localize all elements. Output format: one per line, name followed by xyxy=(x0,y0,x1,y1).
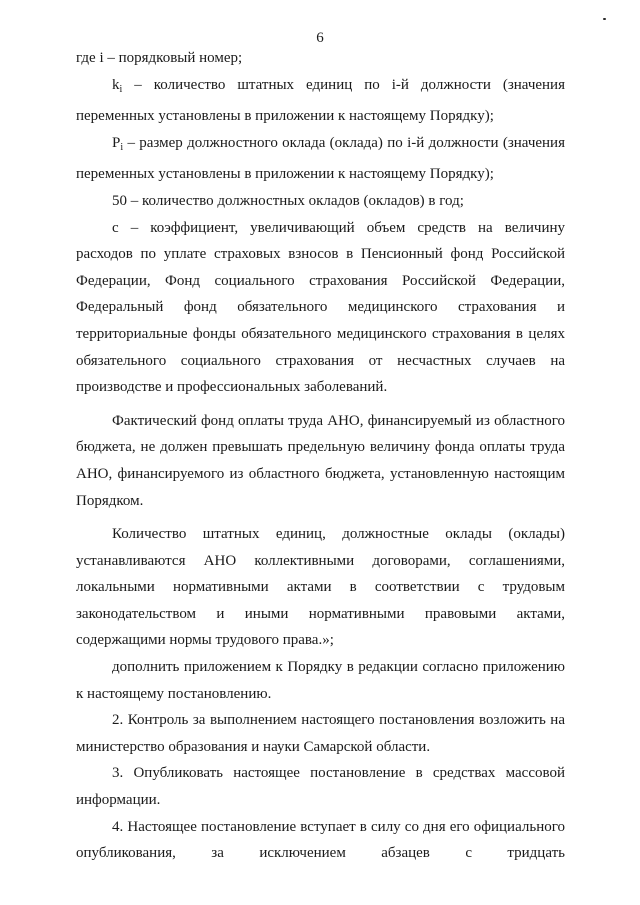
paragraph-item-3: 3. Опубликовать настоящее постановление в средствах массовой информации. xyxy=(76,765,565,809)
paragraph-actual-fund: Фактический фонд оплаты труда АНО, финансируемый из областного бюджета, не должен превышать предельную величину фонда оплаты труда АНО, финансируемого из областного бюджета, установленную настоящим Порядком. xyxy=(76,412,565,509)
paragraph-k-definition xyxy=(76,72,565,130)
p-definition-text: – размер должностного оклада (оклада) по i-й должности (значения переменных установлены в приложении к настоящему Порядку); xyxy=(76,134,565,183)
paragraph-item-4: 4. Настоящее постановление вступает в силу со дня его официального опубликования, за исключением абзацев с тридцать xyxy=(76,818,565,862)
paragraph-50-definition: 50 – количество должностных окладов (окладов) в год; xyxy=(112,192,464,209)
paragraph-staff-count: Количество штатных единиц, должностные оклады (оклады) устанавливаются АНО коллективными договорами, соглашениями, локальными нормативными актами в соответствии с трудовым законодательством и иными нормативными правовыми актами, содержащими нормы трудового права.»; xyxy=(76,526,565,649)
variable-p: P xyxy=(112,134,121,151)
scan-speck xyxy=(603,18,606,20)
paragraph-c-definition: с – коэффициент, увеличивающий объем средств на величину расходов по уплате страховых взносов в Пенсионный фонд Российской Федерации, Фонд социального страхования Российской Федерации, Федеральный фонд обязательного медицинского страхования и территориальные фонды обязательного медицинского страхования в целях обязательного социального страхования от несчастных случаев на производстве и профессиональных заболеваний. xyxy=(76,219,565,396)
document-body xyxy=(76,45,565,867)
subscript-i: i xyxy=(120,141,124,153)
paragraph-item-2: 2. Контроль за выполнением настоящего постановления возложить на министерство образования и науки Самарской области. xyxy=(76,712,565,755)
paragraph-index-definition: где i – порядковый номер; xyxy=(76,50,243,66)
k-definition-text: – количество штатных единиц по i-й должности (значения переменных установлены в приложении к настоящему Порядку); xyxy=(76,76,565,125)
subscript-i: i xyxy=(119,83,123,95)
paragraph-add-appendix: дополнить приложением к Порядку в редакции согласно приложению к настоящему постановлению. xyxy=(76,659,565,702)
page-number: 6 xyxy=(316,30,324,46)
variable-k: k xyxy=(112,76,120,93)
paragraph-p-definition xyxy=(76,130,565,188)
